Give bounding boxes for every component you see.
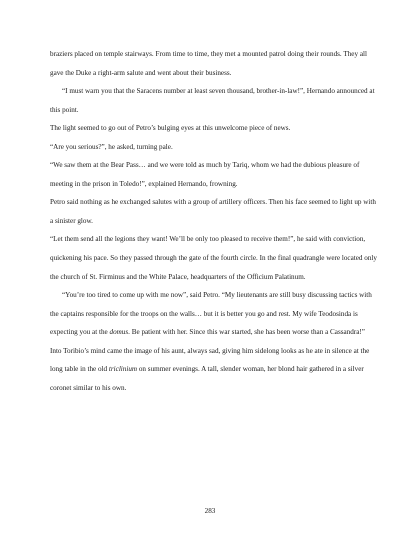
paragraph-text: “You’re too tired to come up with me now”, said Petro. “My lieutenants are still busy discussing tactics with the captains responsible for the troops on the walls… but it is better you go and rest. My wife Teodosinda is expecting you at the bbox=[50, 291, 372, 337]
italic-term: domus bbox=[109, 328, 129, 337]
paragraph-text: “Let them send all the legions they want! We’ll be only too pleased to receive them!”, he said with conviction, quickening his pace. So they passed through the gate of the fourth circle. In the final quadrangle were located only the church of St. Firminus and the White Palace, headquarters of the Officium Palatinum. bbox=[50, 235, 377, 281]
paragraph bbox=[50, 230, 380, 286]
paragraph-text: . Be patient with her. Since this war started, she has been worse than a Cassandra!” bbox=[128, 328, 365, 337]
paragraph bbox=[50, 286, 380, 342]
paragraph-text: “I must warn you that the Saracens number at least seven thousand, brother-in-law!”, Hernando announced at this point. bbox=[50, 87, 375, 114]
page-number: 283 bbox=[204, 507, 216, 515]
paragraph bbox=[50, 193, 380, 230]
paragraph-text: braziers placed on temple stairways. From time to time, they met a mounted patrol doing their rounds. They all gave the Duke a right-arm salute and went about their business. bbox=[50, 50, 367, 77]
paragraph bbox=[50, 138, 380, 157]
paragraph-text: “We saw them at the Bear Pass… and we were told as much by Tariq, whom we had the dubious pleasure of meeting in the prison in Toledo!”, explained Hernando, frowning. bbox=[50, 161, 360, 188]
paragraph bbox=[50, 156, 380, 193]
paragraph bbox=[50, 45, 380, 82]
italic-term: triclinium bbox=[108, 365, 138, 374]
paragraph-text: on summer evenings. A tall, slender woman, her blond hair gathered in a silver coronet similar to his own. bbox=[50, 365, 364, 392]
paragraph bbox=[50, 342, 380, 398]
paragraph bbox=[50, 82, 380, 119]
paragraph-text: The light seemed to go out of Petro’s bulging eyes at this unwelcome piece of news. bbox=[50, 124, 291, 133]
paragraph-text: Into Toribio’s mind came the image of his aunt, always sad, giving him sidelong looks as he ate in silence at the long table in the old bbox=[50, 346, 370, 374]
paragraph bbox=[50, 119, 380, 138]
paragraph-text: “Are you serious?”, he asked, turning pale. bbox=[50, 142, 173, 151]
body-text bbox=[50, 45, 380, 397]
paragraph-text: Petro said nothing as he exchanged salutes with a group of artillery officers. Then his face seemed to light up with a sinister glow. bbox=[50, 198, 376, 225]
